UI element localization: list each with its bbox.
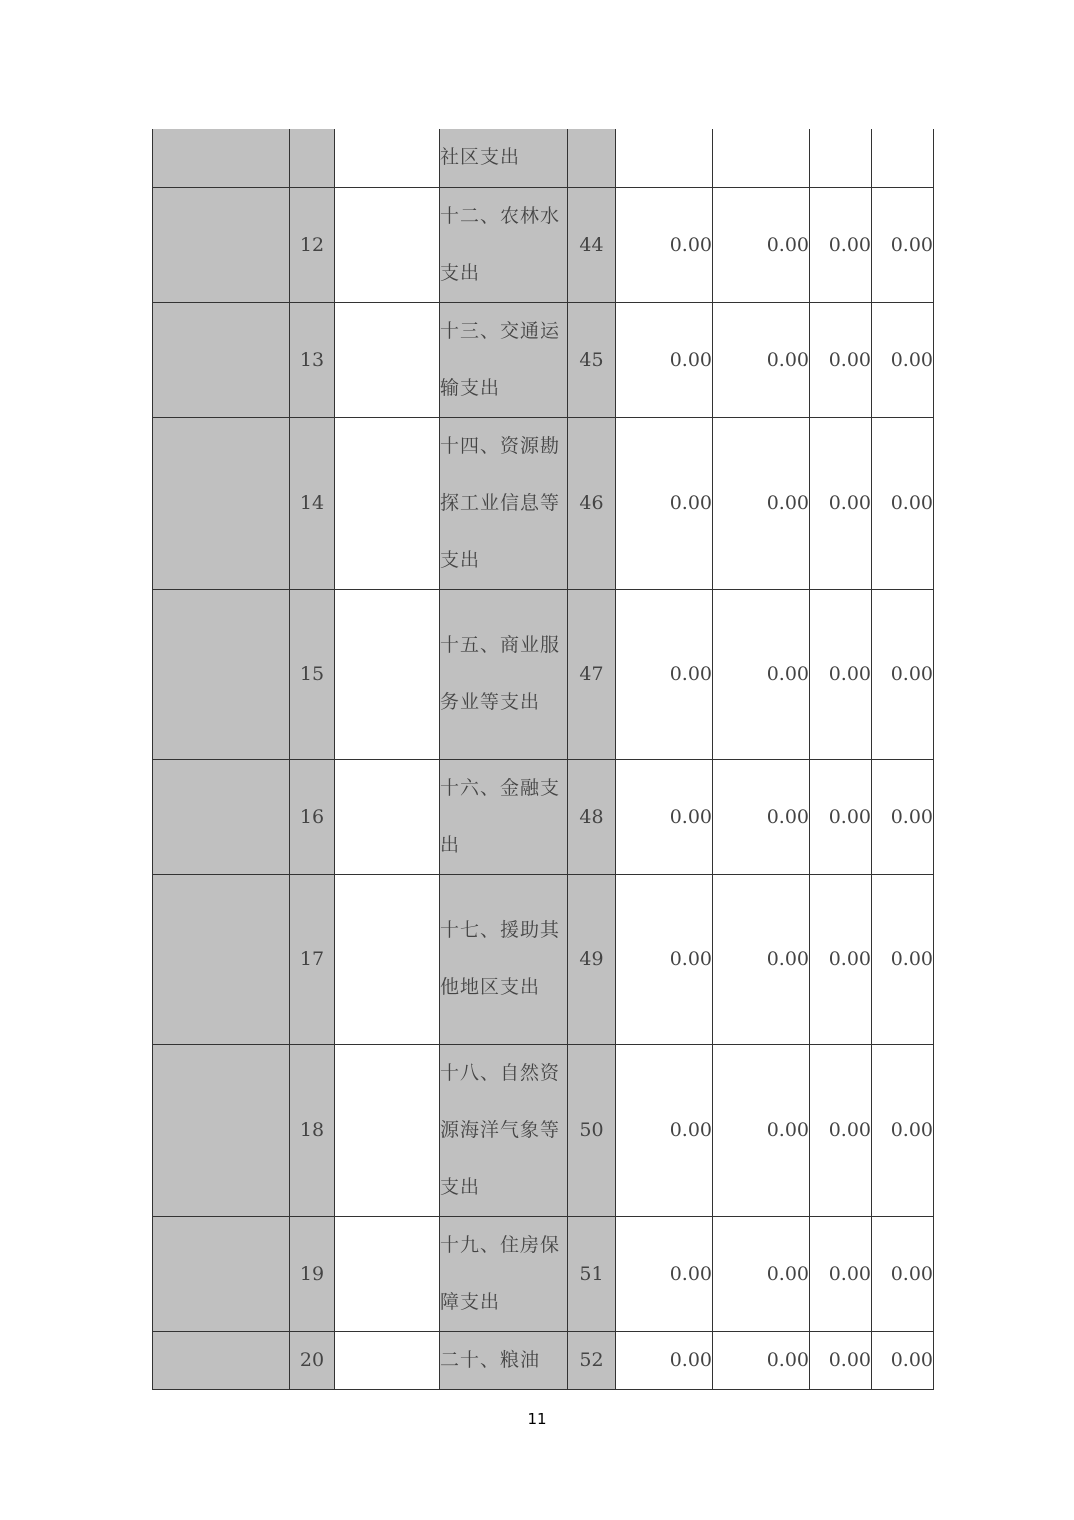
- blank-cell: [335, 187, 440, 302]
- blank-cell: [335, 874, 440, 1044]
- value-cell-3: 0.00: [810, 1331, 872, 1389]
- table-row: [153, 417, 934, 589]
- table-row: [153, 759, 934, 874]
- blank-cell: [335, 1331, 440, 1389]
- value-cell-3: 0.00: [810, 417, 872, 589]
- seq-cell: 14: [290, 417, 335, 589]
- value-cell-1: 0.00: [616, 187, 713, 302]
- value-cell-4: 0.00: [872, 1216, 934, 1331]
- value-cell-4: 0.00: [872, 759, 934, 874]
- value-cell-2: 0.00: [713, 589, 810, 759]
- blank-cell: [335, 759, 440, 874]
- row-label-cell: [153, 1331, 290, 1389]
- value-cell-1: 0.00: [616, 1044, 713, 1216]
- blank-cell: [335, 417, 440, 589]
- seq-cell: 19: [290, 1216, 335, 1331]
- value-cell-2: 0.00: [713, 759, 810, 874]
- seq-cell: 15: [290, 589, 335, 759]
- row-label-cell: [153, 1216, 290, 1331]
- table-row: [153, 129, 934, 187]
- value-cell-1: 0.00: [616, 1331, 713, 1389]
- value-cell-3: 0.00: [810, 187, 872, 302]
- seq-cell: [290, 129, 335, 187]
- row-label-cell: [153, 129, 290, 187]
- blank-cell: [335, 1216, 440, 1331]
- item-name-cell: 十六、金融支出: [440, 759, 568, 874]
- line-code-cell: 51: [568, 1216, 616, 1331]
- value-cell-4: [872, 129, 934, 187]
- seq-cell: 20: [290, 1331, 335, 1389]
- item-name-cell: 十二、农林水支出: [440, 187, 568, 302]
- item-name-cell: 十四、资源勘探工业信息等支出: [440, 417, 568, 589]
- blank-cell: [335, 1044, 440, 1216]
- value-cell-1: 0.00: [616, 759, 713, 874]
- blank-cell: [335, 589, 440, 759]
- value-cell-3: 0.00: [810, 302, 872, 417]
- value-cell-3: 0.00: [810, 874, 872, 1044]
- item-name-cell: 社区支出: [440, 129, 568, 187]
- value-cell-2: 0.00: [713, 417, 810, 589]
- item-name-cell: 十九、住房保障支出: [440, 1216, 568, 1331]
- blank-cell: [335, 129, 440, 187]
- blank-cell: [335, 302, 440, 417]
- value-cell-3: 0.00: [810, 1044, 872, 1216]
- row-label-cell: [153, 759, 290, 874]
- page-number: 11: [527, 1410, 547, 1428]
- line-code-cell: 48: [568, 759, 616, 874]
- row-label-cell: [153, 874, 290, 1044]
- line-code-cell: 46: [568, 417, 616, 589]
- row-label-cell: [153, 302, 290, 417]
- line-code-cell: [568, 129, 616, 187]
- value-cell-2: 0.00: [713, 874, 810, 1044]
- value-cell-3: 0.00: [810, 759, 872, 874]
- line-code-cell: 49: [568, 874, 616, 1044]
- row-label-cell: [153, 187, 290, 302]
- seq-cell: 12: [290, 187, 335, 302]
- seq-cell: 13: [290, 302, 335, 417]
- value-cell-4: 0.00: [872, 417, 934, 589]
- value-cell-2: 0.00: [713, 1216, 810, 1331]
- row-label-cell: [153, 1044, 290, 1216]
- value-cell-1: [616, 129, 713, 187]
- value-cell-4: 0.00: [872, 1331, 934, 1389]
- value-cell-4: 0.00: [872, 874, 934, 1044]
- line-code-cell: 44: [568, 187, 616, 302]
- value-cell-2: 0.00: [713, 187, 810, 302]
- line-code-cell: 47: [568, 589, 616, 759]
- value-cell-4: 0.00: [872, 1044, 934, 1216]
- table-row: [153, 1216, 934, 1331]
- value-cell-2: 0.00: [713, 1044, 810, 1216]
- value-cell-2: [713, 129, 810, 187]
- table-row: [153, 1044, 934, 1216]
- value-cell-1: 0.00: [616, 302, 713, 417]
- value-cell-1: 0.00: [616, 874, 713, 1044]
- value-cell-3: 0.00: [810, 589, 872, 759]
- row-label-cell: [153, 417, 290, 589]
- value-cell-1: 0.00: [616, 589, 713, 759]
- seq-cell: 17: [290, 874, 335, 1044]
- table-row: [153, 1331, 934, 1389]
- item-name-cell: 十八、自然资源海洋气象等支出: [440, 1044, 568, 1216]
- table-row: [153, 187, 934, 302]
- line-code-cell: 45: [568, 302, 616, 417]
- value-cell-3: 0.00: [810, 1216, 872, 1331]
- expenditure-table: [152, 129, 934, 1390]
- seq-cell: 18: [290, 1044, 335, 1216]
- value-cell-2: 0.00: [713, 302, 810, 417]
- item-name-cell: 十七、援助其他地区支出: [440, 874, 568, 1044]
- value-cell-4: 0.00: [872, 187, 934, 302]
- value-cell-4: 0.00: [872, 302, 934, 417]
- table-row: [153, 589, 934, 759]
- seq-cell: 16: [290, 759, 335, 874]
- line-code-cell: 52: [568, 1331, 616, 1389]
- table-row: [153, 302, 934, 417]
- row-label-cell: [153, 589, 290, 759]
- item-name-cell: 十五、商业服务业等支出: [440, 589, 568, 759]
- value-cell-1: 0.00: [616, 1216, 713, 1331]
- value-cell-3: [810, 129, 872, 187]
- value-cell-1: 0.00: [616, 417, 713, 589]
- value-cell-2: 0.00: [713, 1331, 810, 1389]
- table-row: [153, 874, 934, 1044]
- line-code-cell: 50: [568, 1044, 616, 1216]
- item-name-cell: 二十、粮油: [440, 1331, 568, 1389]
- value-cell-4: 0.00: [872, 589, 934, 759]
- item-name-cell: 十三、交通运输支出: [440, 302, 568, 417]
